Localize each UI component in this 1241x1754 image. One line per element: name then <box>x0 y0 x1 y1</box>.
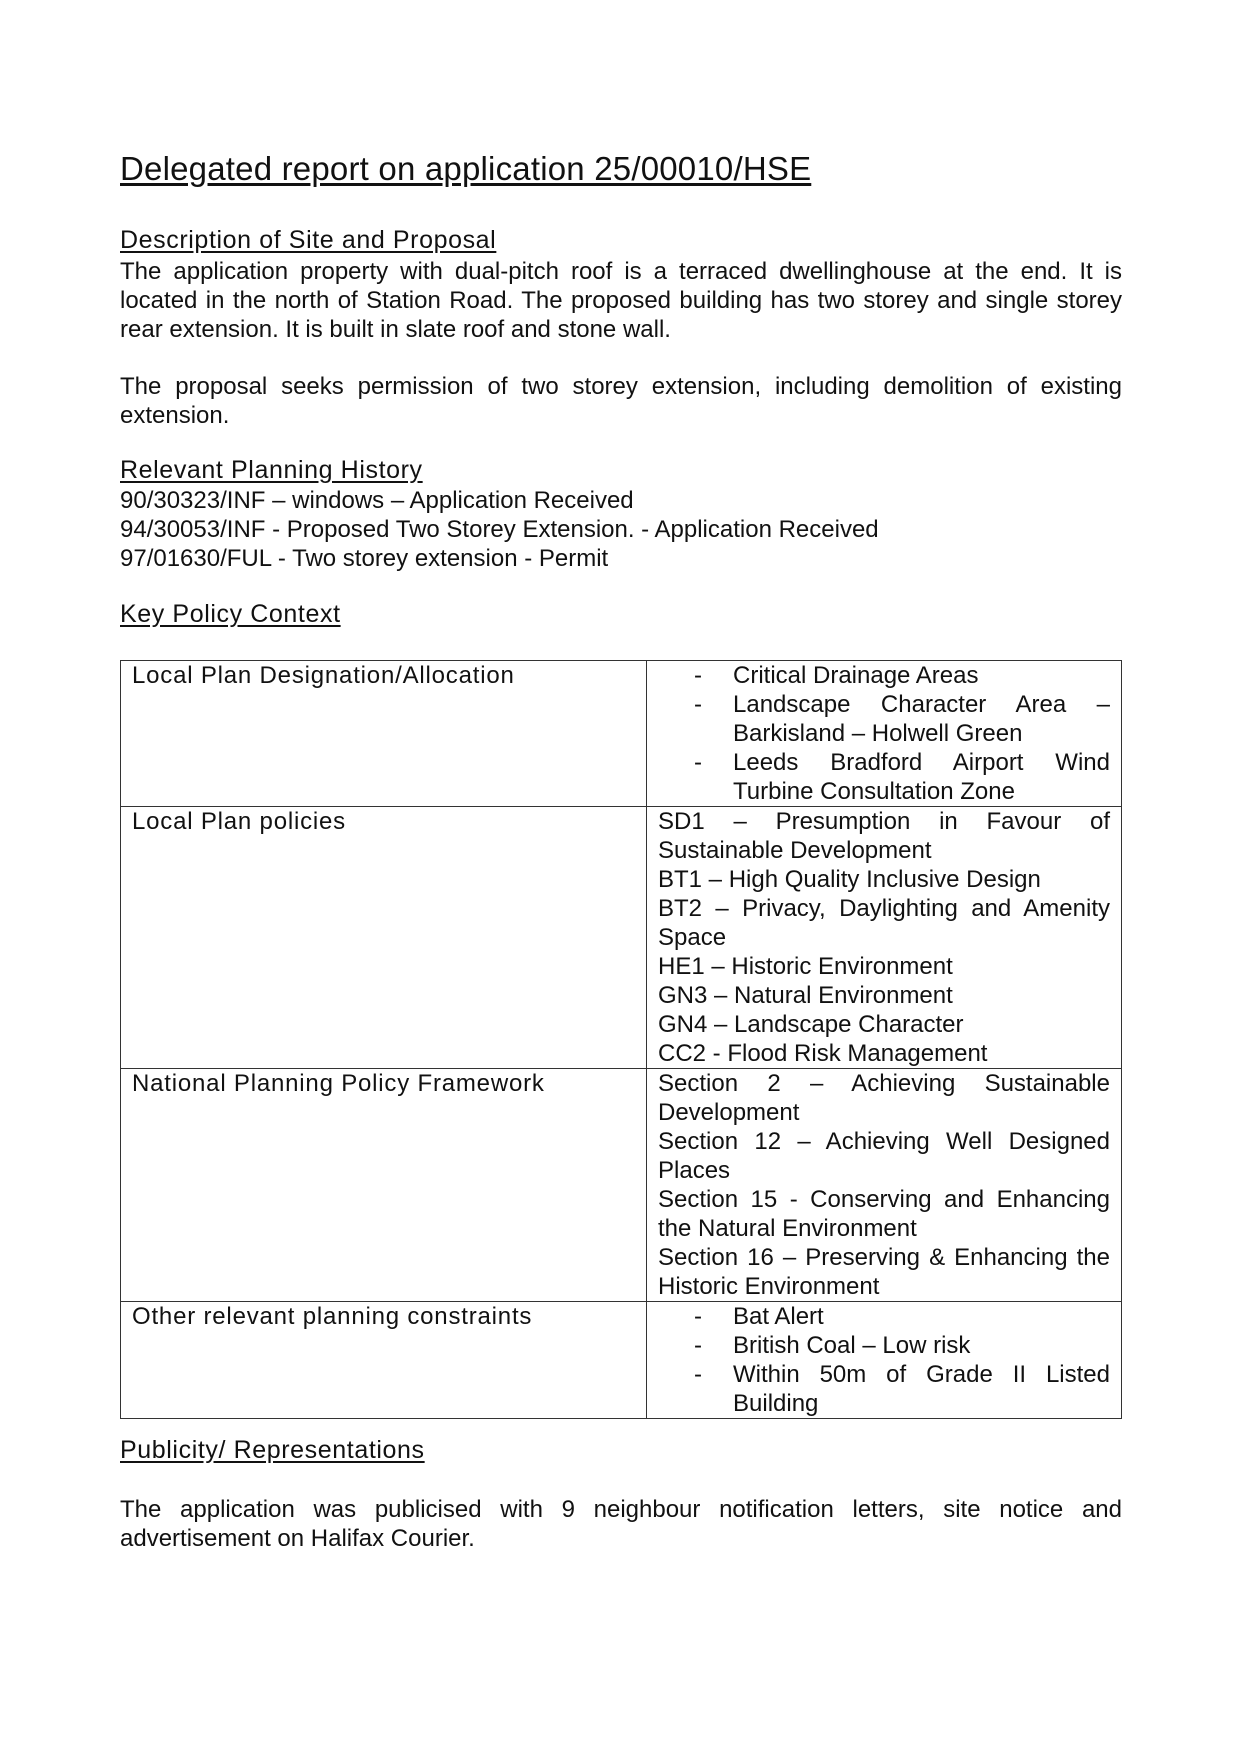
policy-bullet: - Landscape Character Area – Barkisland – Holwell Green <box>658 690 1110 748</box>
policy-line: Section 2 – Achieving Sustainable Development <box>658 1070 1110 1126</box>
publicity-paragraph: The application was publicised with 9 neighbour notification letters, site notice and advertisement on Halifax Courier. <box>120 1496 1122 1552</box>
history-list <box>120 486 879 573</box>
policy-line: GN4 – Landscape Character <box>658 1011 964 1038</box>
description-paragraph-1: The application property with dual-pitch roof is a terraced dwellinghouse at the end. It is located in the north of Station Road. The proposed building has two storey and single storey rear extension. It is built in slate roof and stone wall. <box>120 258 1122 343</box>
row-value <box>647 807 1122 1069</box>
row-label: National Planning Policy Framework <box>121 1069 647 1302</box>
policy-row-local-plan <box>121 807 1122 1069</box>
policy-bullet: - British Coal – Low risk <box>658 1331 1110 1360</box>
publicity-heading: Publicity/ Representations <box>120 1436 425 1464</box>
policy-heading: Key Policy Context <box>120 600 341 628</box>
history-item: 94/30053/INF - Proposed Two Storey Extension. - Application Received <box>120 516 879 543</box>
policy-line: SD1 – Presumption in Favour of Sustainable Development <box>658 808 1110 864</box>
row-label: Other relevant planning constraints <box>121 1302 647 1419</box>
policy-row-constraints <box>121 1302 1122 1419</box>
policy-bullet: - Within 50m of Grade II Listed Building <box>658 1360 1110 1418</box>
history-heading: Relevant Planning History <box>120 456 423 484</box>
policy-line: GN3 – Natural Environment <box>658 982 953 1009</box>
history-item: 90/30323/INF – windows – Application Received <box>120 487 634 514</box>
policy-line: Section 16 – Preserving & Enhancing the Historic Environment <box>658 1244 1110 1300</box>
policy-line: CC2 - Flood Risk Management <box>658 1040 988 1067</box>
policy-row-nppf <box>121 1069 1122 1302</box>
policy-line: Section 12 – Achieving Well Designed Places <box>658 1128 1110 1184</box>
row-label: Local Plan Designation/Allocation <box>121 661 647 807</box>
report-title: Delegated report on application 25/00010/HSE <box>120 150 812 187</box>
policy-line: BT1 – High Quality Inclusive Design <box>658 866 1041 893</box>
policy-line: BT2 – Privacy, Daylighting and Amenity Space <box>658 895 1110 951</box>
row-value <box>647 1302 1122 1419</box>
description-heading: Description of Site and Proposal <box>120 226 497 254</box>
policy-bullet: - Critical Drainage Areas <box>658 661 1110 690</box>
row-value <box>647 661 1122 807</box>
policy-table <box>120 660 1122 1419</box>
policy-row-designation <box>121 661 1122 807</box>
policy-bullet: - Leeds Bradford Airport Wind Turbine Consultation Zone <box>658 748 1110 806</box>
description-paragraph-2: The proposal seeks permission of two storey extension, including demolition of existing extension. <box>120 373 1122 429</box>
row-label: Local Plan policies <box>121 807 647 1069</box>
policy-line: Section 15 - Conserving and Enhancing the Natural Environment <box>658 1186 1110 1242</box>
history-item: 97/01630/FUL - Two storey extension - Permit <box>120 545 609 572</box>
policy-bullet: - Bat Alert <box>658 1302 1110 1331</box>
row-value <box>647 1069 1122 1302</box>
policy-line: HE1 – Historic Environment <box>658 953 953 980</box>
